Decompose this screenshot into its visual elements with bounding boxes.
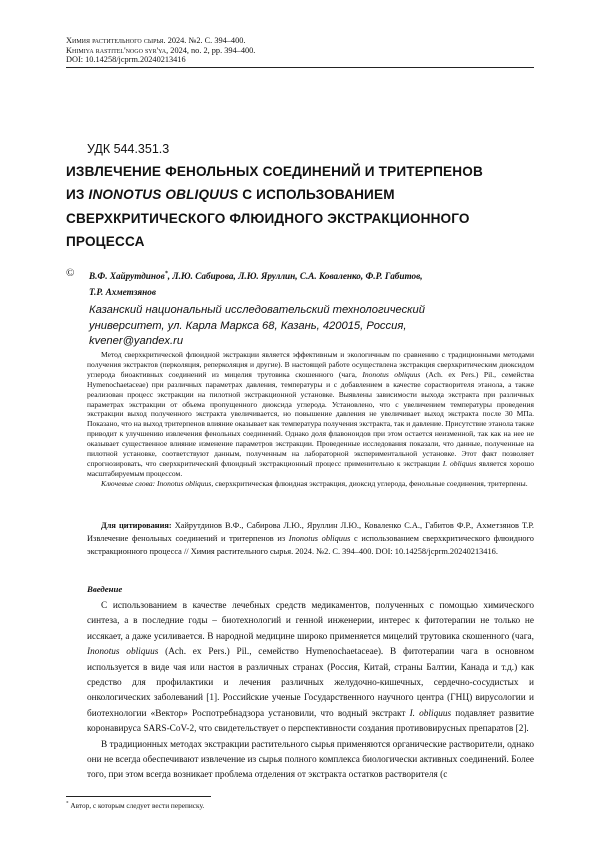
journal-line-en: Khimiya rastitel'nogo syr'ya, 2024, no. 2, pp. 394–400. bbox=[66, 45, 256, 55]
udk-code: УДК 544.351.3 bbox=[87, 142, 170, 156]
author-list: В.Ф. Хайрутдинов*, Л.Ю. Сабирова, Л.Ю. Яруллин, С.А. Коваленко, Ф.Р. Габитов, Т.Р. Ахметзянов bbox=[89, 271, 423, 298]
footnote-rule bbox=[66, 796, 211, 797]
copyright-sign: © bbox=[66, 267, 75, 279]
affiliation: Казанский национальный исследовательский технологический университет, ул. Карла Маркса 68, Казань, 420015, Россия, kvener@yandex.ru bbox=[89, 303, 509, 350]
running-header bbox=[66, 36, 255, 65]
article-title: ИЗВЛЕЧЕНИЕ ФЕНОЛЬНЫХ СОЕДИНЕНИЙ И ТРИТЕРПЕНОВ ИЗ INONOTUS OBLIQUUS С ИСПОЛЬЗОВАНИЕМ СВЕРХКРИТИЧЕСКОГО ФЛЮИДНОГО ЭКСТРАКЦИОННОГО ПРОЦЕССА bbox=[66, 164, 483, 249]
intro-paragraph: В традиционных методах экстракции растительного сырья применяются органические растворители, однако они не всегда обеспечивают извлечение из сырья полного комплекса биологически активных соединений. Более того, при этом всегда возникает проблема отделения от экстракта остатков растворителя (с bbox=[87, 739, 534, 781]
journal-line-ru: Химия растительного сырья. 2024. №2. С. 394–400. bbox=[66, 36, 246, 45]
header-rule bbox=[66, 67, 534, 68]
abstract bbox=[87, 350, 534, 489]
corresponding-author-mark: * bbox=[164, 271, 168, 277]
doi[interactable]: DOI: 10.14258/jcprm.20240213416 bbox=[66, 55, 186, 65]
keywords: Ключевые слова: Inonotus obliquus, сверхкритическая флюидная экстракция, диоксид углерода, фенольные соединения, тритерпены. bbox=[101, 478, 528, 488]
citation-block: Для цитирования: Хайрутдинов В.Ф., Сабирова Л.Ю., Яруллин Л.Ю., Коваленко С.А., Габитов Ф.Р., Ахметзянов Т.Р. Извлечение фенольных соединений и тритерпенов из Inonotus obliquus с использованием сверхкритического флюидного экстракционного процесса // Химия растительного сырья. 2024. №2. С. 394–400. DOI: 10.14258/jcprm.20240213416. bbox=[87, 521, 534, 556]
abstract-text: Метод сверхкритической флюидной экстракции является эффективным и экологичным по сравнению с традиционными методами получения экстрактов (перколяция, реперколяция и другие). В настоящей работе осуществлена экстракция сверхкритическим диоксидом углерода биоактивных соединений из мицелия трутовика скошенного (чага, Inonotus obliquus (Ach. ex Pers.) Pil., семейства Hymenochaetaceae) при различных параметрах давления, температуры и с добавлением в качестве сорастворителя этанола, а также реализован процесс экстракции на пилотной экстракционной установке. Выявлены зависимости выхода экстракта при различных параметрах экстракции от объема пропущенного диоксида углерода. Установлено, что с увеличением температуры проведения экстракции выход полученного экстракта увеличивается, но повышение давления не увеличивает выход экстракта после 30 МПа. Показано, что на выход тритерпенов влияние оказывает как температура получения экстракта, так и давление. Присутствие этанола также приводит к улучшению извлечения фенольных соединений. Однако доля флавоноидов при этом остается неизменной, так как на нее не оказывает существенное влияние изменение параметров экстракции. Проведенные исследования показали, что данные, полученные на пилотной установке, соответствуют данным, полученным на лабораторной экспериментальной установке. Этот факт позволяет спрогнозировать, что сверхкритический флюидный экстракционный процесс применительно к экстракции I. obliquus является хорошо масштабируемым процессом. bbox=[87, 350, 534, 478]
section-heading-intro: Введение bbox=[87, 584, 123, 594]
intro-body bbox=[87, 599, 534, 784]
author-email[interactable]: kvener@yandex.ru bbox=[89, 335, 184, 347]
footnote: * Автор, с которым следует вести переписку. bbox=[66, 801, 205, 810]
intro-paragraph: С использованием в качестве лечебных средств медикаментов, полученных с помощью химического синтеза, а в последние годы – биотехнологий и генной инженерии, интерес к фитотерапии не только не иссякает, а даже усиливается. В народной медицине широко применяется мицелий трутовика скошенного (чага, Inonotus obliquus (Ach. ex Pers.) Pil., семейство Hymenochaetaceae). В фитотерапии чага в основном используется в виде чая или настоя в различных странах (Россия, Китай, страны Балтии, Канада и т.д.) как средство для профилактики и лечения различных желудочно-кишечных, сердечно-сосудистых и онкологических заболеваний [1]. Российские ученые Государственного научного центра (ГНЦ) вирусологии и биотехнологии «Вектор» Роспотребнадзора установили, что водный экстракт I. obliquus подавляет развитие коронавируса SARS-CoV-2, что свидетельствует о перспективности создания противовирусных препаратов [2]. bbox=[87, 601, 535, 735]
